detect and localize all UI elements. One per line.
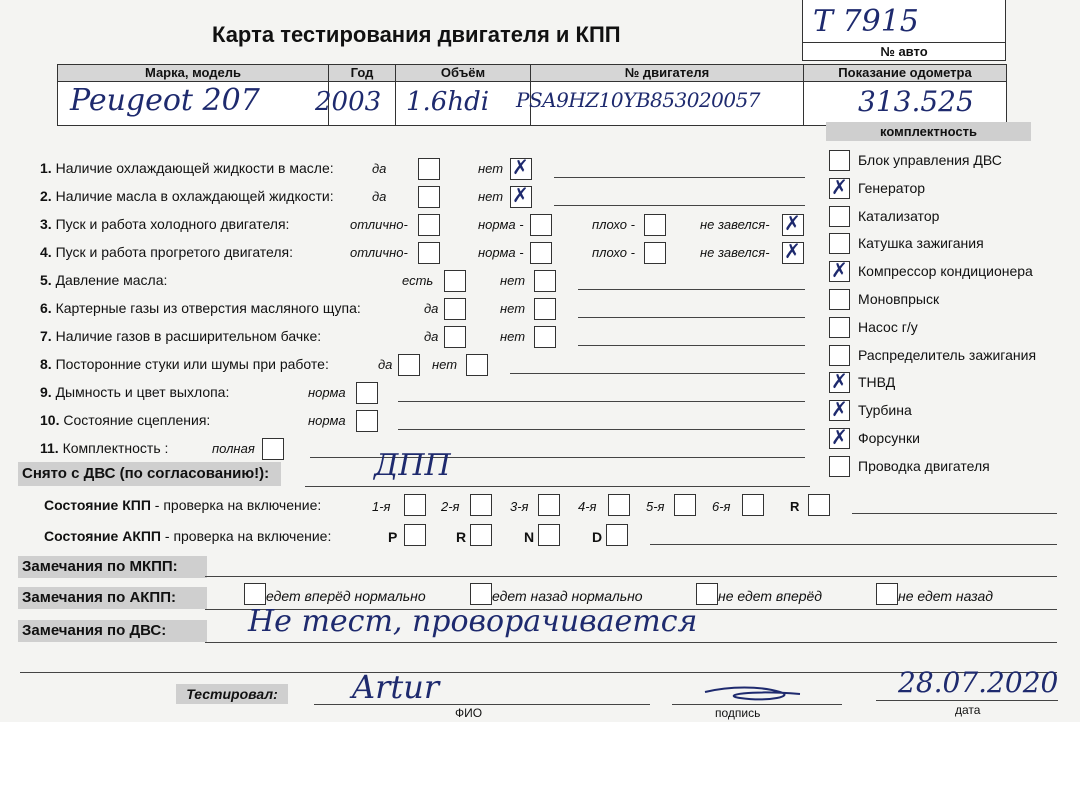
option-checkbox[interactable] — [534, 298, 556, 320]
dvs-remarks-label: Замечания по ДВС: — [18, 620, 207, 642]
option-checkbox[interactable] — [418, 158, 440, 180]
make-model-header: Марка, модель — [58, 65, 328, 81]
check-label: 9. Дымность и цвет выхлопа: — [40, 384, 230, 400]
kpp-gear-label: 5-я — [646, 499, 665, 514]
option-label: норма - — [478, 245, 524, 260]
option-label: нет — [500, 301, 526, 316]
option-checkbox[interactable] — [398, 354, 420, 376]
answer-line — [554, 205, 805, 206]
completeness-checkbox[interactable] — [829, 428, 850, 449]
auto-number-label: № авто — [803, 42, 1005, 60]
option-label: не завелся- — [700, 245, 770, 260]
option-checkbox[interactable] — [418, 214, 440, 236]
option-checkbox[interactable] — [782, 242, 804, 264]
engine-number-value: PSA9HZ10YB853020057 — [516, 88, 761, 112]
completeness-checkbox[interactable] — [829, 400, 850, 421]
option-checkbox[interactable] — [444, 298, 466, 320]
kpp-gear-checkbox[interactable] — [404, 494, 426, 516]
completeness-label: Распределитель зажигания — [858, 346, 1037, 363]
option-label: нет — [432, 357, 458, 372]
kpp-gear-label: 4-я — [578, 499, 597, 514]
akpp-gear-label: N — [524, 529, 535, 545]
check-label: 8. Посторонние стуки или шумы при работе: — [40, 356, 329, 372]
date-value: 28.07.2020 — [898, 666, 1059, 699]
answer-line — [398, 401, 805, 402]
answer-line — [398, 429, 805, 430]
akpp-remarks-label: Замечания по АКПП: — [18, 587, 207, 609]
option-checkbox[interactable] — [534, 326, 556, 348]
akpp-remark-label: не едет назад — [898, 588, 993, 604]
akpp-gear-checkbox[interactable] — [404, 524, 426, 546]
option-label: нет — [500, 273, 526, 288]
completeness-label: Генератор — [858, 179, 926, 196]
completeness-checkbox[interactable] — [829, 150, 850, 171]
akpp-gear-label: D — [592, 529, 603, 545]
odometer-value: 313.525 — [858, 85, 974, 118]
option-checkbox[interactable] — [262, 438, 284, 460]
akpp-gear-label: R — [456, 529, 467, 545]
volume-header: Объём — [396, 65, 530, 81]
tester-name-value: Artur — [352, 668, 440, 706]
option-checkbox[interactable] — [466, 354, 488, 376]
volume-value: 1.6hdi — [406, 87, 490, 117]
option-label: нет — [500, 329, 526, 344]
kpp-gear-label: 3-я — [510, 499, 529, 514]
option-label: да — [424, 301, 439, 316]
completeness-label: Проводка двигателя — [858, 457, 990, 474]
removed-value: ДПП — [374, 448, 451, 483]
kpp-gear-checkbox[interactable] — [808, 494, 830, 516]
option-label: да — [378, 357, 393, 372]
kpp-gear-label: 6-я — [712, 499, 731, 514]
option-label: есть — [402, 273, 434, 288]
signature-caption: подпись — [715, 706, 761, 720]
check-label: 6. Картерные газы из отверстия масляного щупа: — [40, 300, 361, 316]
akpp-remark-checkbox[interactable] — [696, 583, 718, 605]
auto-number-box — [802, 0, 1006, 61]
answer-line — [578, 317, 805, 318]
option-label: плохо - — [592, 217, 635, 232]
option-checkbox[interactable] — [530, 214, 552, 236]
check-label: 2. Наличие масла в охлаждающей жидкости: — [40, 188, 334, 204]
akpp-gear-checkbox[interactable] — [470, 524, 492, 546]
akpp-gear-label: P — [388, 529, 398, 545]
name-caption: ФИО — [455, 706, 483, 720]
completeness-checkbox[interactable] — [829, 456, 850, 477]
engine-number-header: № двигателя — [531, 65, 803, 81]
option-label: отлично- — [350, 245, 408, 260]
year-header: Год — [329, 65, 395, 81]
option-label: полная — [212, 441, 255, 456]
option-checkbox[interactable] — [444, 270, 466, 292]
option-label: нет — [478, 189, 504, 204]
completeness-checkbox[interactable] — [829, 178, 850, 199]
akpp-gear-checkbox[interactable] — [606, 524, 628, 546]
option-checkbox[interactable] — [530, 242, 552, 264]
option-checkbox[interactable] — [418, 186, 440, 208]
mkpp-remarks-label: Замечания по МКПП: — [18, 556, 207, 578]
option-checkbox[interactable] — [782, 214, 804, 236]
option-label: норма — [308, 385, 346, 400]
auto-number-value: T 7915 — [813, 4, 919, 39]
option-checkbox[interactable] — [356, 410, 378, 432]
completeness-label: Моновпрыск — [858, 291, 940, 307]
completeness-checkbox[interactable] — [829, 206, 850, 227]
completeness-checkbox[interactable] — [829, 317, 850, 338]
completeness-label: Катушка зажигания — [858, 235, 984, 252]
make-model-value: Peugeot 207 — [70, 83, 260, 118]
vehicle-header-table — [57, 64, 1007, 126]
answer-line — [554, 177, 805, 178]
option-label: да — [424, 329, 439, 344]
check-label: 3. Пуск и работа холодного двигателя: — [40, 216, 290, 232]
completeness-label: ТНВД — [858, 374, 896, 391]
option-checkbox[interactable] — [356, 382, 378, 404]
option-label: не завелся- — [700, 217, 770, 232]
signature-image — [700, 680, 810, 706]
kpp-label: Состояние КПП - проверка на включение: — [44, 497, 322, 513]
completeness-label: Блок управления ДВС — [858, 152, 1002, 168]
answer-line — [578, 289, 805, 290]
option-checkbox[interactable] — [418, 242, 440, 264]
kpp-gear-checkbox[interactable] — [742, 494, 764, 516]
akpp-remark-label: едет вперёд нормально — [266, 588, 426, 604]
option-checkbox[interactable] — [444, 326, 466, 348]
akpp-label: Состояние АКПП - проверка на включение: — [44, 528, 332, 544]
completeness-checkbox[interactable] — [829, 372, 850, 393]
akpp-gear-checkbox[interactable] — [538, 524, 560, 546]
option-label: да — [372, 161, 387, 176]
completeness-checkbox[interactable] — [829, 345, 850, 366]
removed-label: Снято с ДВС (по согласованию!): — [18, 462, 281, 486]
akpp-remark-label: не едет вперёд — [718, 588, 823, 604]
option-checkbox[interactable] — [510, 158, 532, 180]
check-label: 11. Комплектность : — [40, 440, 169, 456]
tested-by-label: Тестировал: — [176, 684, 288, 704]
completeness-checkbox[interactable] — [829, 289, 850, 310]
option-checkbox[interactable] — [644, 242, 666, 264]
completeness-label: Насос г/у — [858, 318, 918, 335]
check-label: 5. Давление масла: — [40, 272, 168, 288]
completeness-checkbox[interactable] — [829, 261, 850, 282]
answer-line — [510, 373, 805, 374]
card-title: Карта тестирования двигателя и КПП — [212, 22, 621, 47]
akpp-remark-label: едет назад нормально — [492, 588, 643, 604]
completeness-label: Форсунки — [858, 430, 920, 446]
option-label: нет — [478, 161, 504, 176]
option-checkbox[interactable] — [510, 186, 532, 208]
option-label: норма — [308, 413, 346, 428]
check-label: 1. Наличие охлаждающей жидкости в масле: — [40, 160, 334, 176]
kpp-gear-checkbox[interactable] — [470, 494, 492, 516]
check-label: 7. Наличие газов в расширительном бачке: — [40, 328, 322, 344]
completeness-label: Турбина — [858, 402, 912, 419]
kpp-gear-checkbox[interactable] — [608, 494, 630, 516]
kpp-gear-label: 2-я — [441, 499, 460, 514]
year-value: 2003 — [315, 87, 382, 117]
akpp-remark-checkbox[interactable] — [244, 583, 266, 605]
kpp-gear-checkbox[interactable] — [538, 494, 560, 516]
option-label: отлично- — [350, 217, 408, 232]
completeness-label: Катализатор — [858, 207, 940, 224]
check-label: 4. Пуск и работа прогретого двигателя: — [40, 244, 294, 260]
odometer-header: Показание одометра — [804, 65, 1006, 81]
option-label: норма - — [478, 217, 524, 232]
kpp-gear-checkbox[interactable] — [674, 494, 696, 516]
akpp-remark-checkbox[interactable] — [876, 583, 898, 605]
completeness-checkbox[interactable] — [829, 233, 850, 254]
date-caption: дата — [955, 703, 981, 717]
akpp-remark-checkbox[interactable] — [470, 583, 492, 605]
option-checkbox[interactable] — [644, 214, 666, 236]
dvs-remarks-value: Не тест, проворачивается — [248, 604, 698, 639]
completeness-label: Компрессор кондиционера — [858, 263, 1033, 280]
answer-line — [578, 345, 805, 346]
completeness-title: комплектность — [826, 122, 1031, 141]
option-checkbox[interactable] — [534, 270, 556, 292]
kpp-gear-label: R — [790, 499, 800, 514]
kpp-gear-label: 1-я — [372, 499, 391, 514]
option-label: да — [372, 189, 387, 204]
option-label: плохо - — [592, 245, 635, 260]
check-label: 10. Состояние сцепления: — [40, 412, 211, 428]
